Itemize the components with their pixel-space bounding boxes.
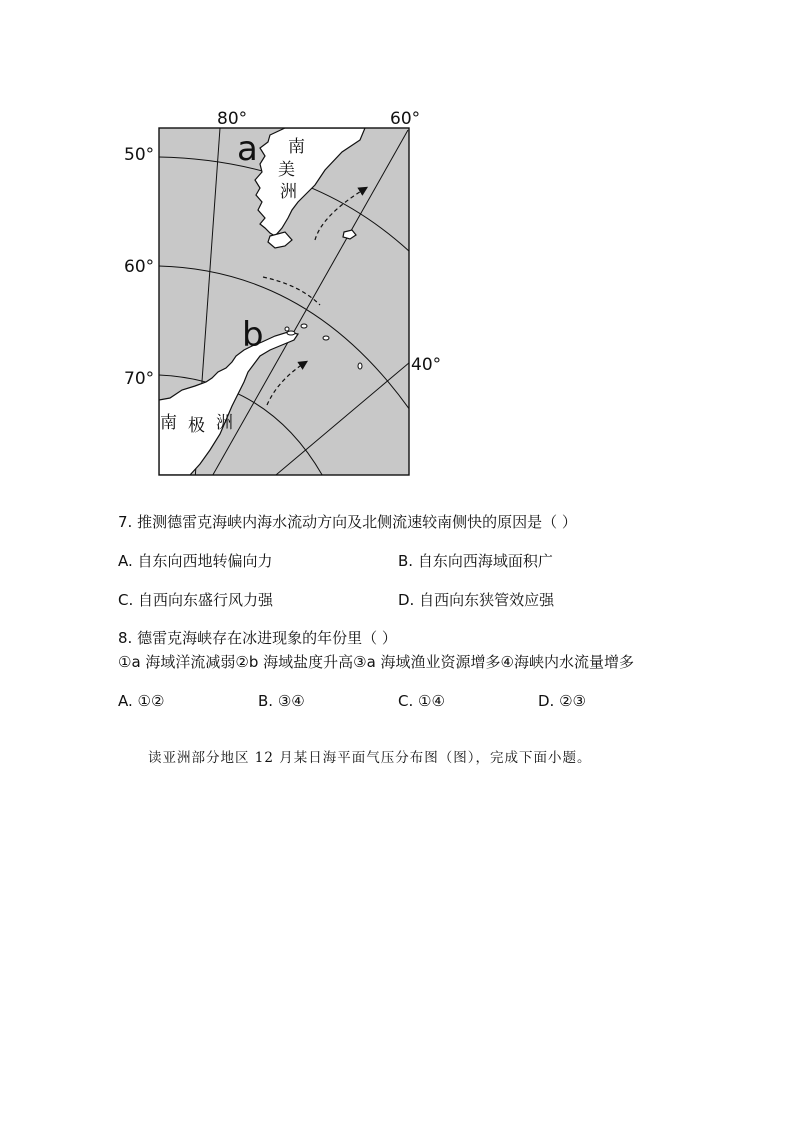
q8-option-d[interactable]: D. ②③ [538,692,586,710]
q7-option-c[interactable]: C. 自西向东盛行风力强 [118,591,274,609]
q8-option-b[interactable]: B. ③④ [258,692,305,710]
drake-passage-map [110,100,442,480]
lat-label-60: 60° [124,257,155,277]
lat-label-50: 50° [124,145,155,165]
antarctica-label-1: 南 [160,413,177,433]
island [285,327,289,331]
next-section-intro: 读亚洲部分地区 12 月某日海平面气压分布图（图），完成下面小题。 [148,750,592,766]
q7-option-d[interactable]: D. 自西向东狭管效应强 [398,591,555,609]
q7-option-a[interactable]: A. 自东向西地转偏向力 [118,552,273,570]
island [323,336,329,340]
q8-option-a[interactable]: A. ①② [118,692,165,710]
south-america-label-2: 美 [278,160,295,180]
q8-option-c[interactable]: C. ①④ [398,692,445,710]
island [358,363,362,369]
lat-label-70: 70° [124,369,155,389]
south-america-label-3: 洲 [280,182,297,202]
antarctica-label-2: 极 [188,416,205,436]
south-america-label-1: 南 [288,137,305,157]
q8-stem: 8. 德雷克海峡存在冰进现象的年份里（ ） [118,629,397,647]
point-label-b: b [242,315,264,355]
point-label-a: a [237,129,258,169]
q8-items: ①a 海域洋流减弱②b 海域盐度升高③a 海域渔业资源增多④海峡内水流量增多 [118,653,635,671]
lon-label-40: 40° [411,355,442,375]
q7-option-b[interactable]: B. 自东向西海域面积广 [398,552,553,570]
lon-label-80: 80° [217,109,248,129]
antarctica-label-3: 洲 [216,413,233,433]
q7-stem: 7. 推测德雷克海峡内海水流动方向及北侧流速较南侧快的原因是（ ） [118,513,577,531]
lon-label-60: 60° [390,109,421,129]
island [287,331,295,335]
island [301,324,307,328]
